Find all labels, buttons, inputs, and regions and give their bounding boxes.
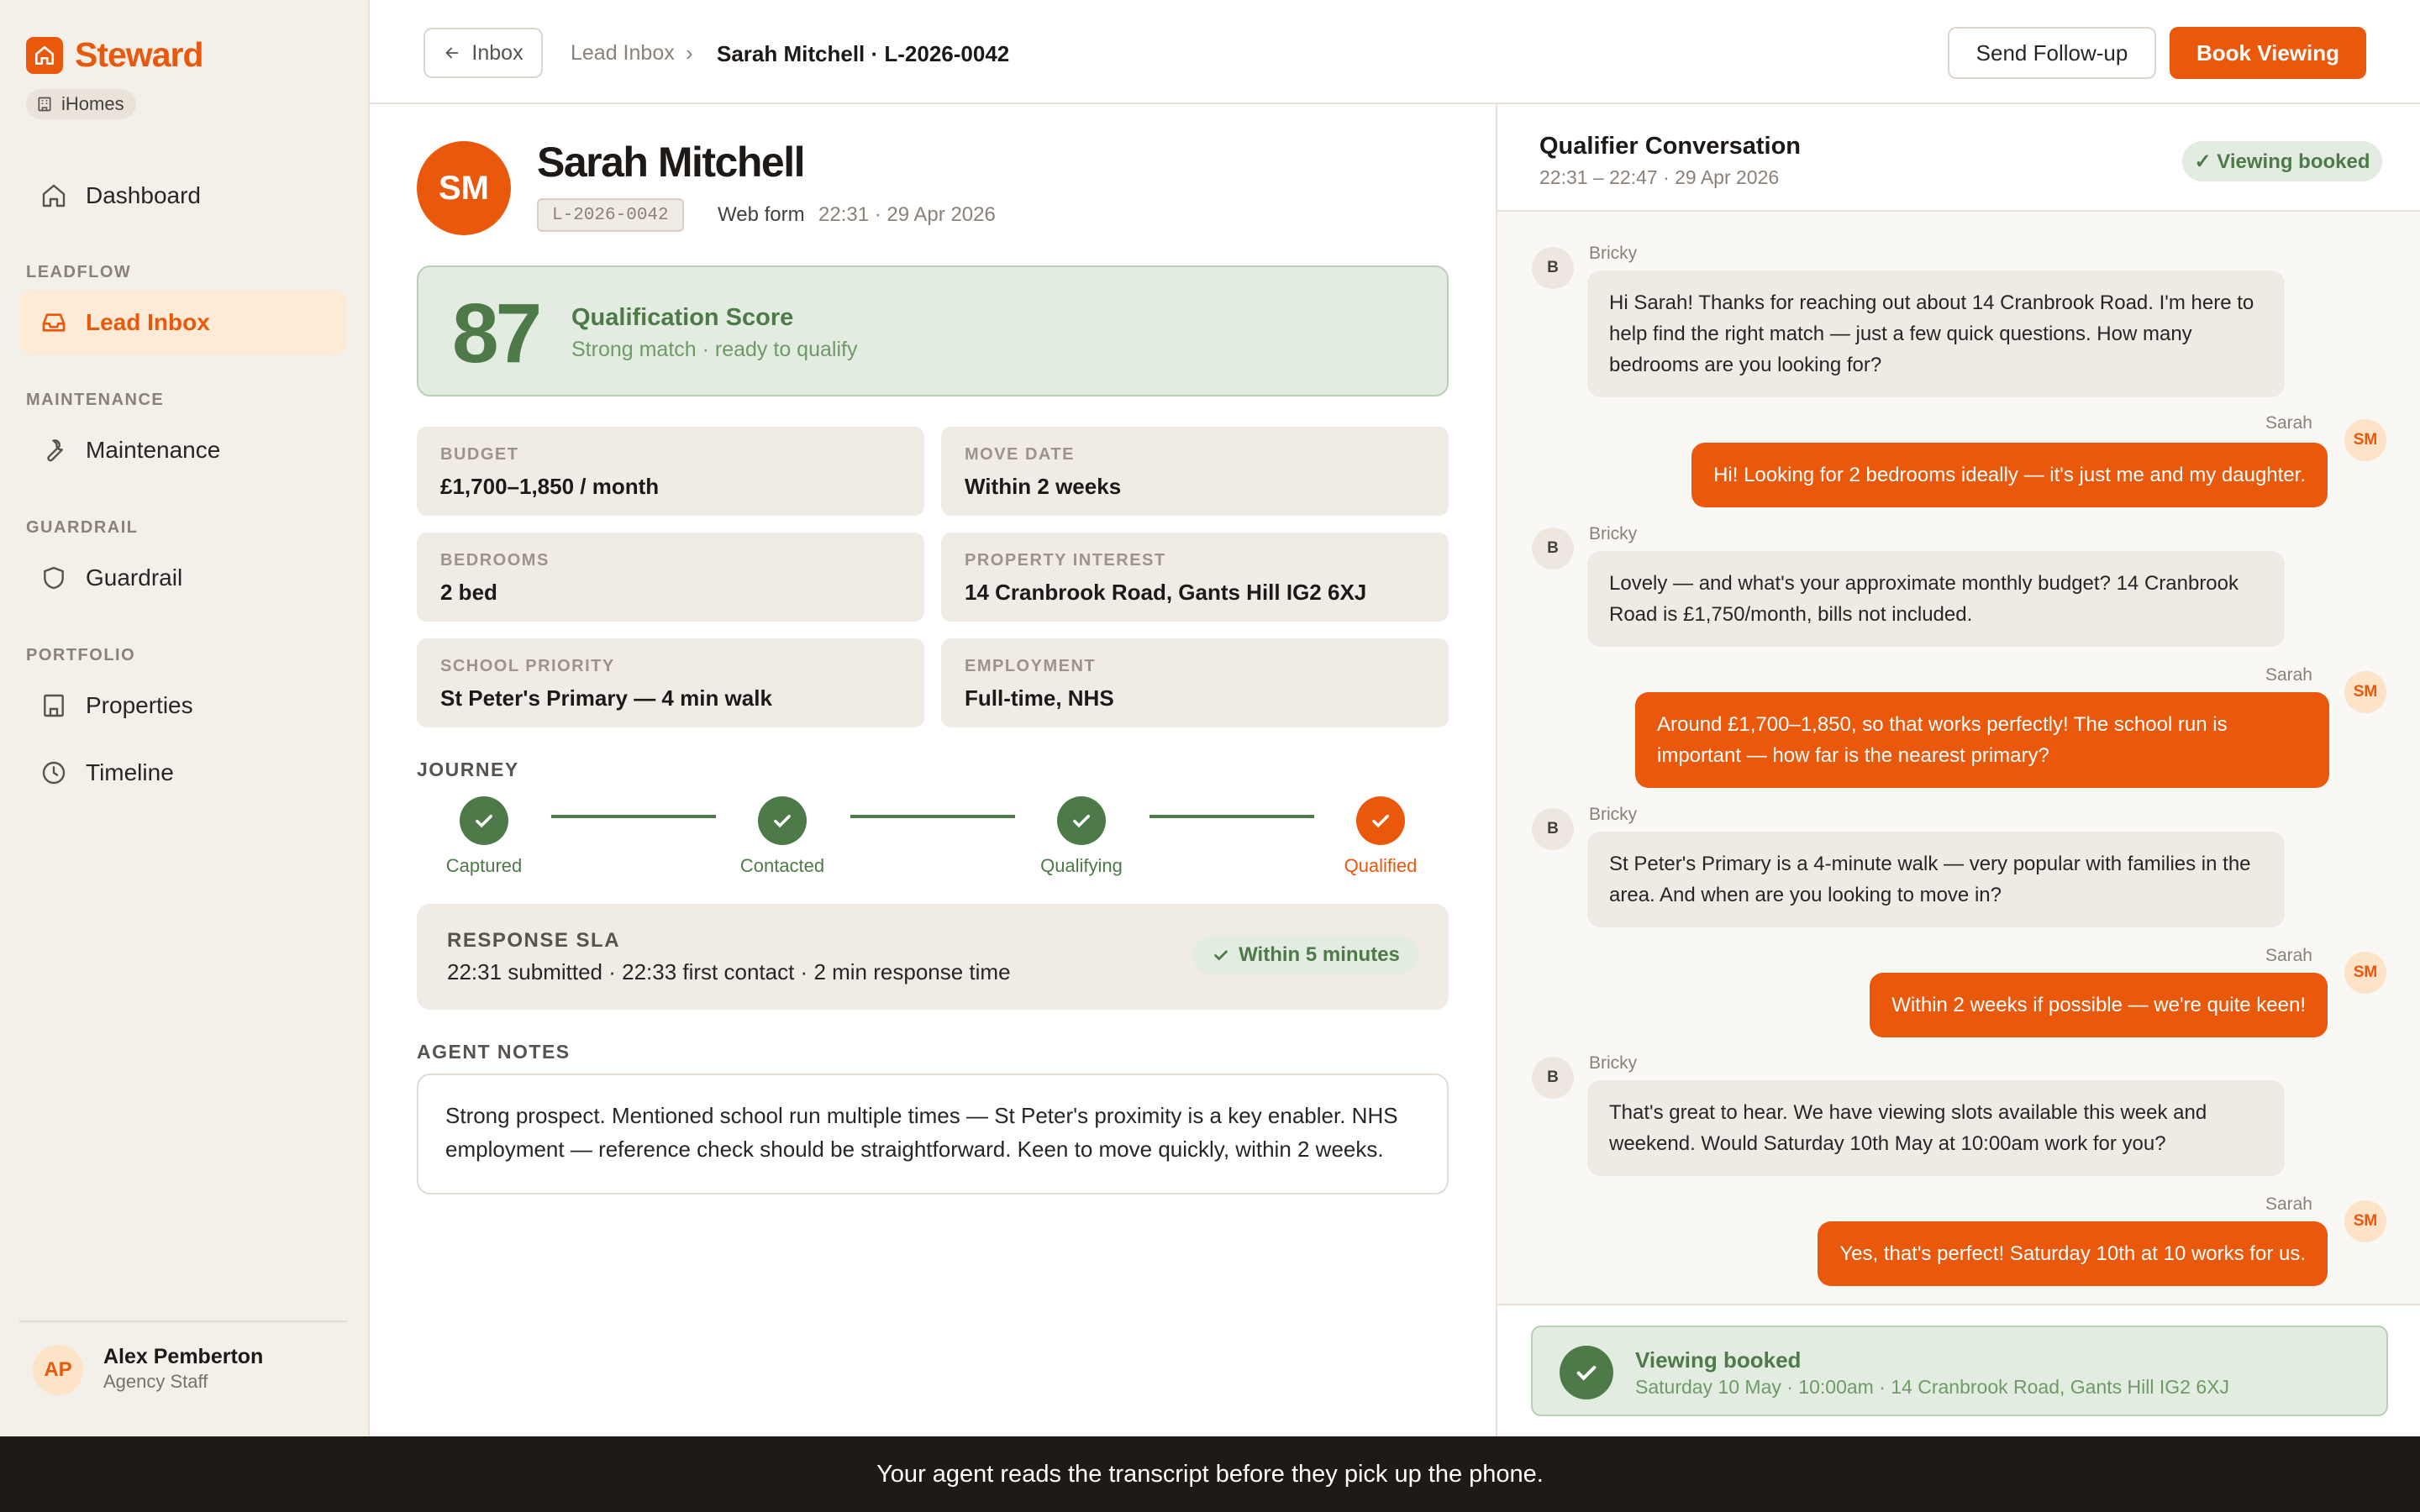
sidebar-item-dashboard[interactable] bbox=[19, 164, 347, 228]
message-sender: Bricky bbox=[1589, 524, 1638, 543]
field-property-interest bbox=[941, 533, 1449, 622]
bot-avatar: B bbox=[1532, 528, 1574, 570]
field-label: SCHOOL PRIORITY bbox=[440, 657, 615, 675]
step-label: Qualifying bbox=[1040, 855, 1123, 876]
booking-detail: Saturday 10 May · 10:00am · 14 Cranbrook Road, Gants Hill IG2 6XJ bbox=[1635, 1376, 2229, 1398]
journey-connector bbox=[850, 815, 1015, 818]
agent-notes-field[interactable]: Strong prospect. Mentioned school run multiple times — St Peter's proximity is a key enabler. NHS employment — reference check should be straightforward. Keen to move quickly, within 2 weeks. bbox=[417, 1074, 1449, 1194]
sla-detail: 22:31 submitted · 22:33 first contact · 2 min response time bbox=[447, 959, 1011, 984]
step-label: Qualified bbox=[1344, 855, 1418, 876]
journey-step-contacted bbox=[707, 796, 858, 877]
bot-message: That's great to hear. We have viewing slots available this week and weekend. Would Saturday 10th May at 10:00am work for you? bbox=[1587, 1080, 2285, 1176]
field-budget bbox=[417, 427, 924, 516]
journey-connector bbox=[1150, 815, 1314, 818]
bot-message: Lovely — and what's your approximate monthly budget? 14 Cranbrook Road is £1,750/month, bills not included. bbox=[1587, 551, 2285, 647]
building-icon bbox=[40, 692, 67, 719]
user-message: Hi! Looking for 2 bedrooms ideally — it's just me and my daughter. bbox=[1691, 443, 2328, 507]
building-icon bbox=[36, 96, 53, 113]
inbox-icon bbox=[40, 309, 67, 336]
field-value: Full-time, NHS bbox=[965, 685, 1114, 711]
breadcrumb-parent[interactable]: Lead Inbox bbox=[571, 41, 675, 65]
wrench-icon bbox=[40, 437, 67, 464]
step-label: Contacted bbox=[739, 855, 825, 876]
org-name: iHomes bbox=[61, 93, 124, 114]
score-subtitle: Strong match · ready to qualify bbox=[571, 338, 858, 361]
lead-name: Sarah Mitchell bbox=[537, 139, 804, 186]
field-label: BUDGET bbox=[440, 445, 519, 464]
user-message: Within 2 weeks if possible — we're quite keen! bbox=[1870, 973, 2328, 1037]
back-button[interactable] bbox=[424, 28, 543, 78]
avatar: AP bbox=[33, 1345, 83, 1395]
bot-avatar: B bbox=[1532, 247, 1574, 289]
sidebar-item-maintenance[interactable] bbox=[19, 418, 347, 482]
nav-section-maintenance: MAINTENANCE bbox=[26, 391, 165, 409]
agent-notes-label: AGENT NOTES bbox=[417, 1041, 571, 1063]
user-profile[interactable] bbox=[19, 1320, 347, 1413]
field-value: St Peter's Primary — 4 min walk bbox=[440, 685, 772, 711]
status-badge: ✓ Viewing booked bbox=[2182, 141, 2382, 181]
bot-avatar: B bbox=[1532, 1057, 1574, 1099]
score-title: Qualification Score bbox=[571, 304, 794, 331]
sidebar-item-label: Guardrail bbox=[86, 564, 183, 591]
sidebar-item-timeline[interactable] bbox=[19, 741, 347, 805]
field-label: PROPERTY INTEREST bbox=[965, 551, 1166, 570]
field-label: MOVE DATE bbox=[965, 445, 1075, 464]
book-viewing-button[interactable]: Book Viewing bbox=[2170, 27, 2366, 79]
journey-step-captured bbox=[408, 796, 560, 877]
nav-section-leadflow: LEADFLOW bbox=[26, 263, 132, 281]
field-move-date bbox=[941, 427, 1449, 516]
sidebar-item-label: Lead Inbox bbox=[86, 309, 210, 335]
clock-icon bbox=[40, 759, 67, 786]
field-label: BEDROOMS bbox=[440, 551, 550, 570]
sla-status-badge bbox=[1193, 936, 1418, 974]
user-message-avatar: SM bbox=[2344, 952, 2386, 994]
app-name: Steward bbox=[75, 35, 203, 74]
sidebar bbox=[0, 0, 370, 1436]
field-value: 14 Cranbrook Road, Gants Hill IG2 6XJ bbox=[965, 580, 1367, 605]
sidebar-item-label: Properties bbox=[86, 692, 193, 718]
check-icon bbox=[460, 796, 508, 845]
conversation-footer bbox=[1497, 1304, 2420, 1436]
user-role: Agency Staff bbox=[103, 1371, 208, 1392]
journey-step-qualifying bbox=[1006, 796, 1157, 877]
sla-badge-label: Within 5 minutes bbox=[1239, 943, 1400, 966]
step-label: Captured bbox=[445, 855, 523, 876]
bot-avatar: B bbox=[1532, 808, 1574, 850]
message-sender: Sarah bbox=[2265, 946, 2312, 965]
message-sender: Sarah bbox=[2265, 665, 2312, 685]
arrow-left-icon bbox=[443, 44, 461, 62]
user-name: Alex Pemberton bbox=[103, 1345, 264, 1368]
message-sender: Bricky bbox=[1589, 1053, 1638, 1073]
lead-source: Web form bbox=[718, 203, 805, 226]
conversation-header bbox=[1497, 104, 2420, 212]
conversation-panel bbox=[1496, 104, 2420, 1436]
bot-message: St Peter's Primary is a 4-minute walk — very popular with families in the area. And when are you looking to move in? bbox=[1587, 832, 2285, 927]
check-icon bbox=[1212, 946, 1230, 964]
check-icon bbox=[1356, 796, 1405, 845]
breadcrumb-current: Sarah Mitchell · L-2026-0042 bbox=[717, 41, 1010, 66]
bot-message: Hi Sarah! Thanks for reaching out about 14 Cranbrook Road. I'm here to help find the right match — just a few quick questions. How many bedrooms are you looking for? bbox=[1587, 270, 2285, 397]
message-sender: Sarah bbox=[2265, 413, 2312, 433]
nav-section-portfolio: PORTFOLIO bbox=[26, 646, 136, 664]
message-sender: Sarah bbox=[2265, 1194, 2312, 1214]
journey-connector bbox=[551, 815, 716, 818]
sidebar-item-label: Timeline bbox=[86, 759, 174, 785]
home-icon bbox=[40, 182, 67, 209]
conversation-time-range: 22:31 – 22:47 · 29 Apr 2026 bbox=[1539, 166, 1780, 188]
sidebar-item-properties[interactable] bbox=[19, 674, 347, 738]
field-bedrooms bbox=[417, 533, 924, 622]
qualification-score-card bbox=[417, 265, 1449, 396]
check-icon bbox=[1057, 796, 1106, 845]
field-label: EMPLOYMENT bbox=[965, 657, 1097, 675]
top-bar bbox=[370, 0, 2420, 104]
send-follow-up-button[interactable]: Send Follow-up bbox=[1948, 27, 2156, 79]
sla-title: RESPONSE SLA bbox=[447, 929, 621, 952]
message-sender: Bricky bbox=[1589, 244, 1638, 263]
lead-id-badge: L-2026-0042 bbox=[537, 198, 684, 232]
user-message: Around £1,700–1,850, so that works perfectly! The school run is important — how far is the nearest primary? bbox=[1635, 692, 2329, 788]
journey-label: JOURNEY bbox=[417, 759, 519, 780]
sidebar-item-lead-inbox[interactable] bbox=[19, 291, 347, 354]
back-button-label: Inbox bbox=[471, 40, 523, 65]
field-value: Within 2 weeks bbox=[965, 474, 1122, 499]
viewing-booked-card[interactable] bbox=[1531, 1326, 2388, 1416]
org-switcher[interactable] bbox=[26, 89, 136, 119]
brand[interactable] bbox=[26, 35, 203, 75]
sidebar-item-label: Dashboard bbox=[86, 182, 201, 208]
lead-avatar: SM bbox=[417, 141, 511, 235]
booking-title: Viewing booked bbox=[1635, 1347, 1802, 1373]
journey-step-qualified bbox=[1305, 796, 1456, 877]
sidebar-item-label: Maintenance bbox=[86, 437, 221, 463]
message-sender: Bricky bbox=[1589, 805, 1638, 824]
sidebar-item-guardrail[interactable] bbox=[19, 546, 347, 610]
caption-banner: Your agent reads the transcript before they pick up the phone. bbox=[0, 1436, 2420, 1512]
shield-icon bbox=[40, 564, 67, 591]
user-message: Yes, that's perfect! Saturday 10th at 10 works for us. bbox=[1818, 1221, 2328, 1286]
lead-timestamp: 22:31 · 29 Apr 2026 bbox=[818, 203, 996, 226]
check-icon bbox=[758, 796, 807, 845]
field-school-priority bbox=[417, 638, 924, 727]
user-message-avatar: SM bbox=[2344, 1200, 2386, 1242]
field-value: 2 bed bbox=[440, 580, 497, 605]
check-icon bbox=[1560, 1346, 1613, 1399]
nav-section-guardrail: GUARDRAIL bbox=[26, 518, 139, 537]
field-employment bbox=[941, 638, 1449, 727]
chevron-right-icon: › bbox=[686, 40, 693, 66]
home-icon bbox=[26, 37, 63, 74]
user-message-avatar: SM bbox=[2344, 419, 2386, 461]
user-message-avatar: SM bbox=[2344, 671, 2386, 713]
score-value: 87 bbox=[452, 286, 539, 381]
conversation-title: Qualifier Conversation bbox=[1539, 133, 1802, 160]
response-sla-card bbox=[417, 904, 1449, 1010]
field-value: £1,700–1,850 / month bbox=[440, 474, 660, 499]
